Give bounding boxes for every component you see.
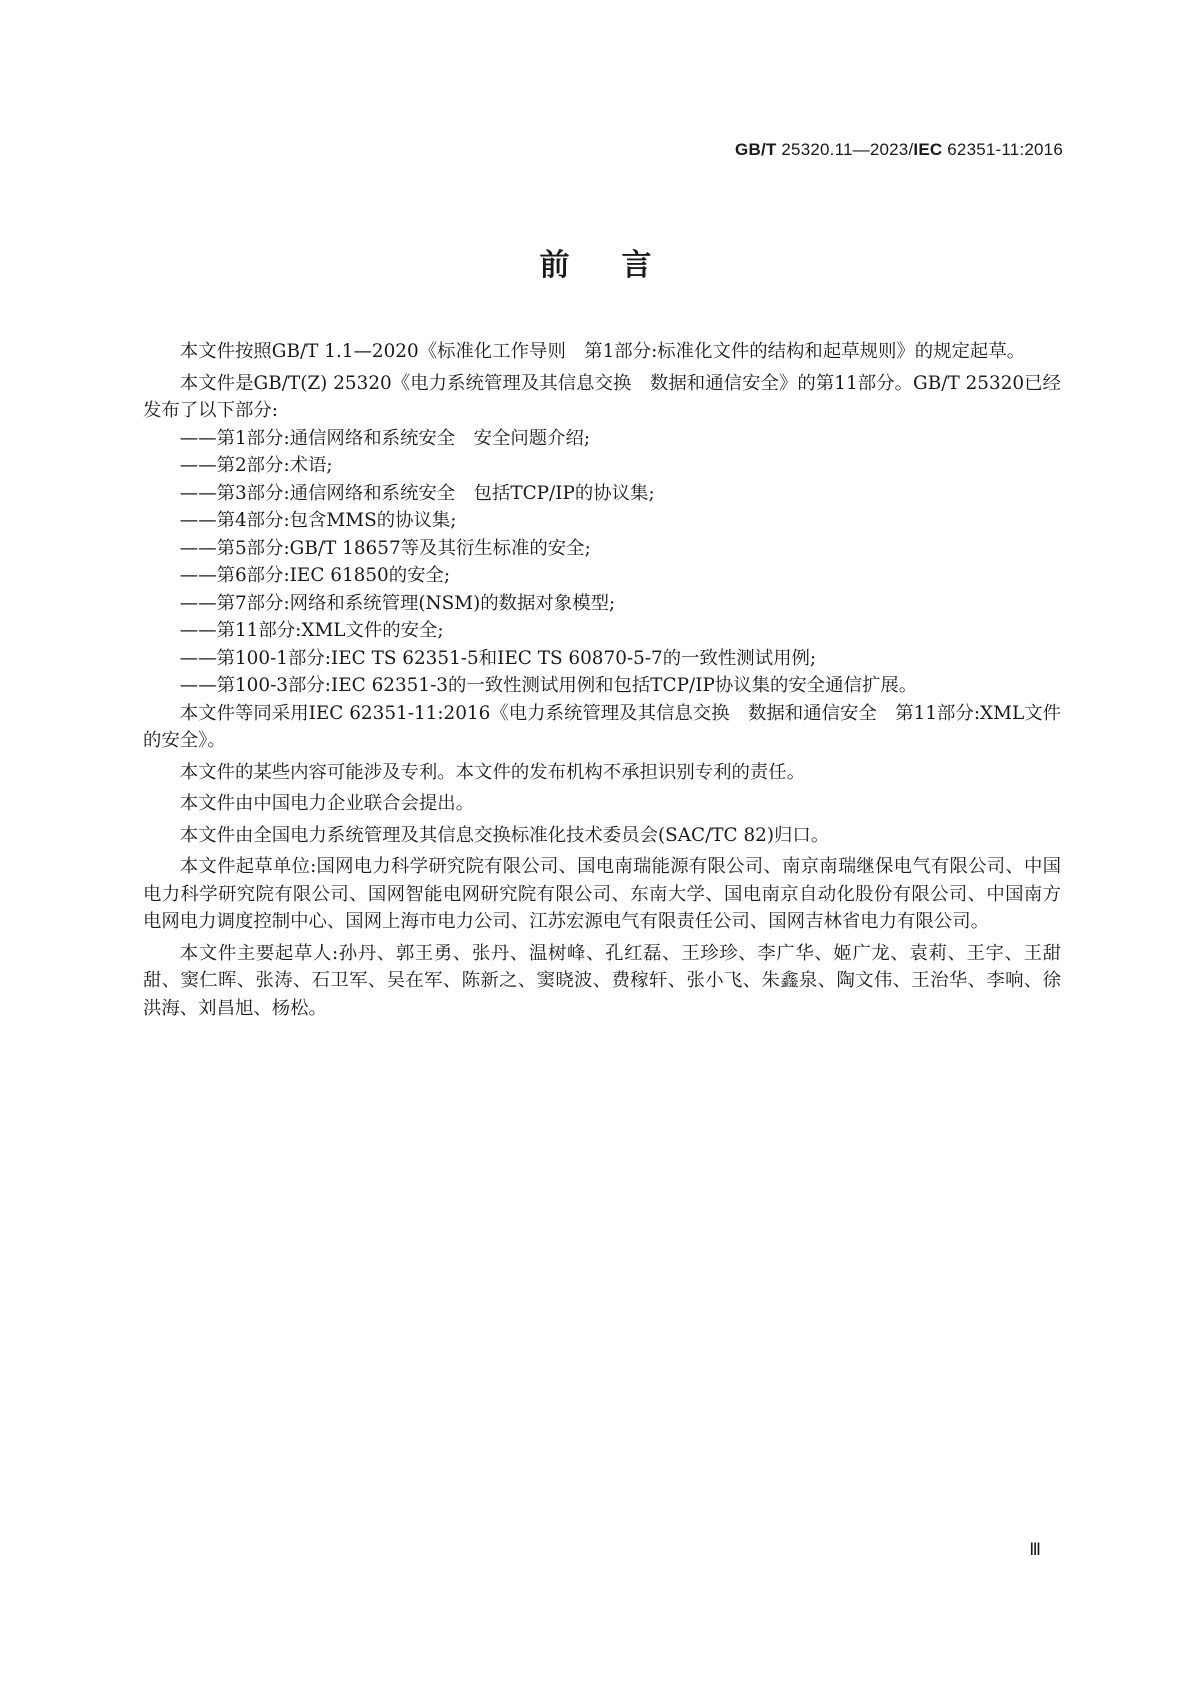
standard-code-gbt: GB/T [735, 140, 777, 159]
paragraph-equivalence: 本文件等同采用IEC 62351-11:2016《电力系统管理及其信息交换 数据和通信安全 第11部分:XML文件的安全》。 [143, 702, 1061, 751]
list-item: ——第11部分:XML文件的安全; [179, 620, 444, 641]
list-item: ——第5部分:GB/T 18657等及其衍生标准的安全; [179, 537, 591, 559]
standard-code-iec-number: 62351-11:2016 [942, 140, 1063, 159]
list-item: ——第2部分:术语; [179, 455, 333, 476]
standard-code-iec: IEC [913, 140, 943, 159]
list-item: ——第3部分:通信网络和系统安全 包括TCP/IP的协议集; [179, 482, 655, 504]
standard-code-number: 25320.11—2023/ [776, 140, 914, 159]
paragraph-committee: 本文件由全国电力系统管理及其信息交换标准化技术委员会(SAC/TC 82)归口。 [179, 824, 830, 846]
parts-list [143, 425, 1061, 700]
foreword-body [143, 338, 1061, 1022]
standard-code-header [735, 140, 1063, 160]
paragraph-proposer: 本文件由中国电力企业联合会提出。 [179, 793, 475, 814]
paragraph-patent-notice: 本文件的某些内容可能涉及专利。本文件的发布机构不承担识别专利的责任。 [179, 761, 806, 783]
paragraph-series-intro: 本文件是GB/T(Z) 25320《电力系统管理及其信息交换 数据和通信安全》的第11部分。GB/T 25320已经发布了以下部分: [143, 372, 1061, 421]
list-item: ——第6部分:IEC 61850的安全; [179, 565, 451, 586]
list-item: ——第7部分:网络和系统管理(NSM)的数据对象模型; [179, 592, 616, 614]
paragraph-drafters: 本文件主要起草人:孙丹、郭王勇、张丹、温树峰、孔红磊、王珍珍、李广华、姬广龙、袁莉、王宇、王甜甜、窦仁晖、张涛、石卫军、吴在军、陈新之、窦晓波、费稼轩、张小飞、朱鑫泉、陶文伟、王治华、李响、徐洪海、刘昌旭、杨松。 [143, 942, 1061, 1019]
list-item: ——第1部分:通信网络和系统安全 安全问题介绍; [179, 427, 591, 449]
page-number: Ⅲ [1029, 1540, 1041, 1559]
list-item: ——第100-1部分:IEC TS 62351-5和IEC TS 60870-5-7的一致性测试用例; [179, 647, 817, 669]
list-item: ——第4部分:包含MMS的协议集; [179, 510, 457, 531]
list-item: ——第100-3部分:IEC 62351-3的一致性测试用例和包括TCP/IP协议集的安全通信扩展。 [179, 675, 918, 696]
paragraph-drafting-units: 本文件起草单位:国网电力科学研究院有限公司、国电南瑞能源有限公司、南京南瑞继保电气有限公司、中国电力科学研究院有限公司、国网智能电网研究院有限公司、东南大学、国电南京自动化股份有限公司、中国南方电网电力调度控制中心、国网上海市电力公司、江苏宏源电气有限责任公司、国网吉林省电力有限公司。 [143, 856, 1061, 932]
paragraph-drafting-rules: 本文件按照GB/T 1.1—2020《标准化工作导则 第1部分:标准化文件的结构和起草规则》的规定起草。 [179, 341, 1026, 362]
page-title: 前言 [539, 248, 704, 283]
